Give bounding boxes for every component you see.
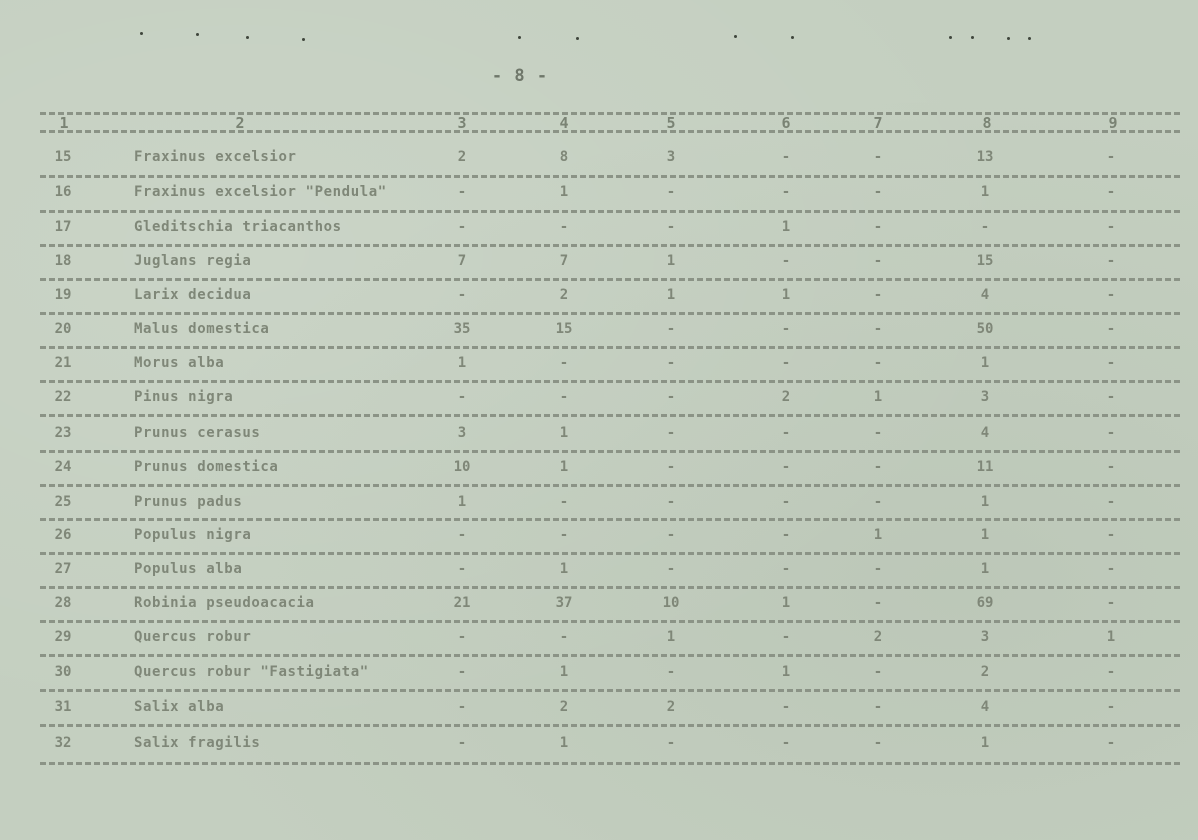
col-9-value: 1 xyxy=(1106,629,1116,645)
col-9-value: - xyxy=(1106,735,1116,751)
row-number: 15 xyxy=(54,149,72,165)
species-name: Quercus robur xyxy=(134,629,252,645)
species-name: Pinus nigra xyxy=(134,389,234,405)
col-9-value: - xyxy=(1106,425,1116,441)
col-5-value: 3 xyxy=(666,149,676,165)
col-3-value: 1 xyxy=(457,494,467,510)
paper-specks xyxy=(0,28,1198,44)
col-9-value: - xyxy=(1106,219,1116,235)
col-9-value: - xyxy=(1106,149,1116,165)
row-number: 26 xyxy=(54,527,72,543)
table-row xyxy=(0,729,1198,757)
col-5-value: 1 xyxy=(666,629,676,645)
row-number: 18 xyxy=(54,253,72,269)
col-4-value: 37 xyxy=(555,595,573,611)
col-9-value: - xyxy=(1106,389,1116,405)
col-4-value: 7 xyxy=(559,253,569,269)
col-8-value: 13 xyxy=(976,149,994,165)
col-5-value: - xyxy=(666,561,676,577)
header-col-4: 4 xyxy=(559,114,569,132)
col-8-value: 15 xyxy=(976,253,994,269)
col-6-value: 2 xyxy=(781,389,791,405)
species-name: Populus alba xyxy=(134,561,243,577)
species-name: Morus alba xyxy=(134,355,225,371)
header-col-7: 7 xyxy=(873,114,883,132)
table-row xyxy=(0,658,1198,686)
table-row xyxy=(0,693,1198,721)
col-7-value: - xyxy=(873,355,883,371)
col-4-value: 2 xyxy=(559,287,569,303)
col-5-value: - xyxy=(666,184,676,200)
col-9-value: - xyxy=(1106,321,1116,337)
col-8-value: 1 xyxy=(980,494,990,510)
col-9-value: - xyxy=(1106,527,1116,543)
col-7-value: - xyxy=(873,595,883,611)
species-name: Fraxinus excelsior "Pendula" xyxy=(134,184,387,200)
paper-speck xyxy=(949,36,952,39)
col-7-value: - xyxy=(873,253,883,269)
col-6-value: - xyxy=(781,494,791,510)
table-header-row xyxy=(0,108,1198,138)
col-3-value: 3 xyxy=(457,425,467,441)
col-9-value: - xyxy=(1106,494,1116,510)
page-number: - 8 - xyxy=(491,66,549,86)
col-7-value: - xyxy=(873,219,883,235)
table-row xyxy=(0,453,1198,481)
paper-speck xyxy=(576,37,579,40)
col-6-value: - xyxy=(781,527,791,543)
species-name: Gleditschia triacanthos xyxy=(134,219,342,235)
row-number: 31 xyxy=(54,699,72,715)
row-number: 23 xyxy=(54,425,72,441)
col-4-value: - xyxy=(559,527,569,543)
species-name: Prunus cerasus xyxy=(134,425,261,441)
col-7-value: - xyxy=(873,735,883,751)
col-4-value: 1 xyxy=(559,735,569,751)
col-3-value: - xyxy=(457,699,467,715)
col-3-value: - xyxy=(457,219,467,235)
paper-speck xyxy=(302,38,305,41)
table-row xyxy=(0,555,1198,583)
col-9-value: - xyxy=(1106,664,1116,680)
col-4-value: - xyxy=(559,494,569,510)
col-3-value: - xyxy=(457,527,467,543)
col-8-value: 1 xyxy=(980,527,990,543)
table-row xyxy=(0,488,1198,516)
paper-speck xyxy=(518,36,521,39)
species-name: Prunus domestica xyxy=(134,459,279,475)
table-row xyxy=(0,213,1198,241)
col-4-value: 1 xyxy=(559,664,569,680)
col-4-value: 2 xyxy=(559,699,569,715)
paper-speck xyxy=(140,32,143,35)
col-6-value: 1 xyxy=(781,287,791,303)
table-row xyxy=(0,247,1198,275)
col-8-value: 1 xyxy=(980,561,990,577)
col-8-value: 2 xyxy=(980,664,990,680)
species-name: Salix fragilis xyxy=(134,735,261,751)
col-4-value: 8 xyxy=(559,149,569,165)
col-4-value: - xyxy=(559,389,569,405)
col-3-value: - xyxy=(457,629,467,645)
col-7-value: - xyxy=(873,494,883,510)
col-4-value: - xyxy=(559,219,569,235)
col-6-value: 1 xyxy=(781,219,791,235)
row-number: 19 xyxy=(54,287,72,303)
paper-speck xyxy=(1007,37,1010,40)
col-8-value: 1 xyxy=(980,184,990,200)
table-row xyxy=(0,349,1198,377)
col-4-value: 1 xyxy=(559,561,569,577)
col-3-value: 1 xyxy=(457,355,467,371)
header-col-6: 6 xyxy=(781,114,791,132)
col-6-value: - xyxy=(781,425,791,441)
col-8-value: 3 xyxy=(980,389,990,405)
paper-speck xyxy=(734,35,737,38)
col-7-value: - xyxy=(873,425,883,441)
species-name: Quercus robur "Fastigiata" xyxy=(134,664,369,680)
col-5-value: 1 xyxy=(666,253,676,269)
table-row xyxy=(0,521,1198,549)
col-6-value: 1 xyxy=(781,664,791,680)
col-5-value: - xyxy=(666,219,676,235)
col-9-value: - xyxy=(1106,184,1116,200)
col-8-value: 3 xyxy=(980,629,990,645)
col-7-value: - xyxy=(873,321,883,337)
col-9-value: - xyxy=(1106,561,1116,577)
col-6-value: - xyxy=(781,735,791,751)
species-name: Salix alba xyxy=(134,699,225,715)
col-4-value: - xyxy=(559,629,569,645)
table-row xyxy=(0,623,1198,651)
row-separator xyxy=(40,724,1180,727)
header-col-8: 8 xyxy=(982,114,992,132)
col-5-value: 1 xyxy=(666,287,676,303)
paper-speck xyxy=(196,33,199,36)
col-5-value: 2 xyxy=(666,699,676,715)
col-3-value: - xyxy=(457,184,467,200)
col-8-value: 1 xyxy=(980,735,990,751)
species-name: Malus domestica xyxy=(134,321,270,337)
table-row xyxy=(0,178,1198,206)
table-row xyxy=(0,589,1198,617)
row-number: 28 xyxy=(54,595,72,611)
col-3-value: 21 xyxy=(453,595,471,611)
col-7-value: 1 xyxy=(873,389,883,405)
col-8-value: 69 xyxy=(976,595,994,611)
species-name: Juglans regia xyxy=(134,253,252,269)
col-5-value: - xyxy=(666,664,676,680)
col-5-value: - xyxy=(666,321,676,337)
row-number: 32 xyxy=(54,735,72,751)
col-9-value: - xyxy=(1106,287,1116,303)
species-name: Robinia pseudoacacia xyxy=(134,595,315,611)
col-8-value: 50 xyxy=(976,321,994,337)
paper-speck xyxy=(791,36,794,39)
col-4-value: 1 xyxy=(559,184,569,200)
col-8-value: 4 xyxy=(980,425,990,441)
species-name: Fraxinus excelsior xyxy=(134,149,297,165)
col-6-value: - xyxy=(781,699,791,715)
col-7-value: - xyxy=(873,149,883,165)
col-6-value: - xyxy=(781,459,791,475)
col-9-value: - xyxy=(1106,699,1116,715)
col-7-value: 1 xyxy=(873,527,883,543)
row-number: 21 xyxy=(54,355,72,371)
col-5-value: 10 xyxy=(662,595,680,611)
header-col-3: 3 xyxy=(457,114,467,132)
header-col-9: 9 xyxy=(1108,114,1118,132)
col-8-value: 1 xyxy=(980,355,990,371)
col-6-value: - xyxy=(781,355,791,371)
col-3-value: - xyxy=(457,287,467,303)
col-9-value: - xyxy=(1106,355,1116,371)
col-3-value: - xyxy=(457,561,467,577)
col-5-value: - xyxy=(666,355,676,371)
col-6-value: - xyxy=(781,321,791,337)
col-5-value: - xyxy=(666,459,676,475)
col-8-value: - xyxy=(980,219,990,235)
col-3-value: - xyxy=(457,664,467,680)
col-4-value: - xyxy=(559,355,569,371)
col-6-value: - xyxy=(781,629,791,645)
table-bottom-rule xyxy=(40,762,1180,765)
col-8-value: 4 xyxy=(980,699,990,715)
col-5-value: - xyxy=(666,389,676,405)
row-number: 20 xyxy=(54,321,72,337)
col-6-value: - xyxy=(781,561,791,577)
col-4-value: 1 xyxy=(559,425,569,441)
col-5-value: - xyxy=(666,425,676,441)
col-3-value: 35 xyxy=(453,321,471,337)
paper-speck xyxy=(246,36,249,39)
table-row xyxy=(0,383,1198,411)
col-7-value: - xyxy=(873,561,883,577)
table-row xyxy=(0,419,1198,447)
species-name: Populus nigra xyxy=(134,527,252,543)
species-name: Prunus padus xyxy=(134,494,243,510)
row-number: 22 xyxy=(54,389,72,405)
header-col-1: 1 xyxy=(59,114,69,132)
row-number: 30 xyxy=(54,664,72,680)
row-separator xyxy=(40,654,1180,657)
table-row xyxy=(0,143,1198,171)
species-name: Larix decidua xyxy=(134,287,252,303)
row-number: 24 xyxy=(54,459,72,475)
col-5-value: - xyxy=(666,735,676,751)
col-5-value: - xyxy=(666,527,676,543)
col-7-value: - xyxy=(873,287,883,303)
col-8-value: 11 xyxy=(976,459,994,475)
header-bottom-rule xyxy=(40,130,1180,133)
col-6-value: - xyxy=(781,149,791,165)
col-6-value: - xyxy=(781,253,791,269)
col-5-value: - xyxy=(666,494,676,510)
col-9-value: - xyxy=(1106,253,1116,269)
paper-speck xyxy=(1028,37,1031,40)
col-6-value: - xyxy=(781,184,791,200)
row-separator xyxy=(40,484,1180,487)
row-number: 25 xyxy=(54,494,72,510)
col-3-value: 10 xyxy=(453,459,471,475)
col-7-value: - xyxy=(873,664,883,680)
col-7-value: - xyxy=(873,184,883,200)
header-col-5: 5 xyxy=(666,114,676,132)
col-7-value: - xyxy=(873,459,883,475)
row-separator xyxy=(40,414,1180,417)
header-col-2: 2 xyxy=(235,114,245,132)
table-row xyxy=(0,281,1198,309)
col-9-value: - xyxy=(1106,459,1116,475)
col-3-value: - xyxy=(457,389,467,405)
table-row xyxy=(0,315,1198,343)
col-9-value: - xyxy=(1106,595,1116,611)
col-4-value: 1 xyxy=(559,459,569,475)
row-number: 29 xyxy=(54,629,72,645)
row-number: 16 xyxy=(54,184,72,200)
col-7-value: - xyxy=(873,699,883,715)
row-number: 27 xyxy=(54,561,72,577)
col-3-value: 2 xyxy=(457,149,467,165)
col-6-value: 1 xyxy=(781,595,791,611)
col-4-value: 15 xyxy=(555,321,573,337)
paper-speck xyxy=(971,36,974,39)
col-8-value: 4 xyxy=(980,287,990,303)
col-3-value: 7 xyxy=(457,253,467,269)
row-number: 17 xyxy=(54,219,72,235)
col-7-value: 2 xyxy=(873,629,883,645)
row-separator xyxy=(40,689,1180,692)
col-3-value: - xyxy=(457,735,467,751)
